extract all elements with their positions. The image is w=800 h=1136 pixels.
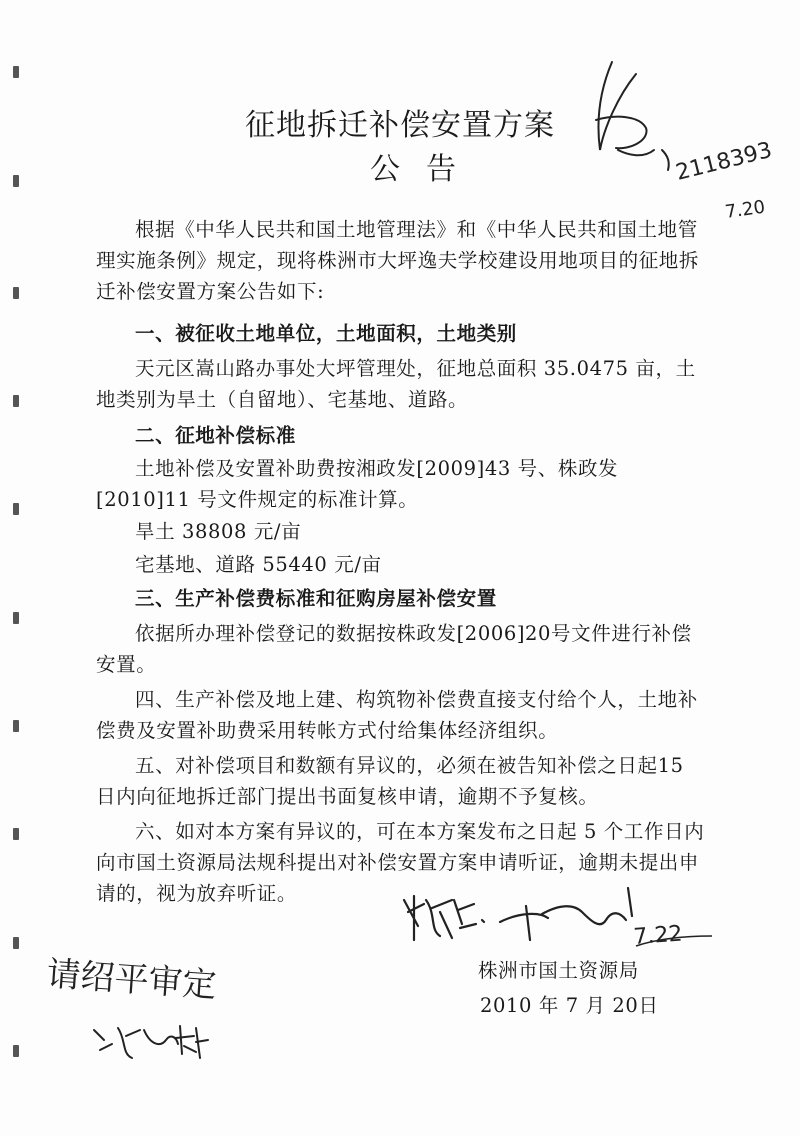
section-4: 四、生产补偿及地上建、构筑物补偿费直接支付给个人，土地补偿费及安置补助费采用转帐方式付给集体经济组织。 <box>96 688 698 742</box>
intro-paragraph: 根据《中华人民共和国土地管理法》和《中华人民共和国土地管理实施条例》规定，现将株洲市大坪逸夫学校建设用地项目的征地拆迁补偿安置方案公告如下: <box>96 218 700 303</box>
binding-mark <box>13 937 19 949</box>
underline-stroke <box>636 936 712 946</box>
binding-mark <box>13 66 19 78</box>
binding-mark <box>13 503 19 515</box>
binding-mark <box>13 287 19 299</box>
binding-mark <box>13 1045 19 1057</box>
document-subtitle: 公告 <box>370 152 482 187</box>
section-body-2: 土地补偿及安置补助费按湘政发[2009]43 号、株政发[2010]11 号文件规定的标准计算。 <box>96 457 619 511</box>
document-title: 征地拆迁补偿安置方案 <box>245 108 555 143</box>
handwritten-note: 请绍平审定 <box>45 954 218 1006</box>
section-6: 六、如对本方案有异议的，可在本方案发布之日起 5 个工作日内向市国土资源局法规科提出对补偿安置方案申请听证，逾期未提出申请的，视为放弃听证。 <box>96 820 705 905</box>
binding-mark <box>13 720 19 732</box>
binding-mark <box>13 612 19 624</box>
issuer-name: 株洲市国土资源局 <box>478 959 639 982</box>
rate-homestead: 宅基地、道路 55440 元/亩 <box>135 553 382 576</box>
issue-date: 2010 年 7 月 20日 <box>480 994 659 1017</box>
handwritten-date-top: 7.20 <box>723 196 767 223</box>
binding-mark <box>13 828 19 840</box>
section-5: 五、对补偿项目和数额有异议的，必须在被告知补偿之日起15 日内向征地拆迁部门提出书面复核申请，逾期不予复核。 <box>96 754 684 808</box>
section-heading-1: 一、被征收土地单位，土地面积，土地类别 <box>135 322 517 345</box>
binding-mark <box>13 395 19 407</box>
section-heading-2: 二、征地补偿标准 <box>135 424 296 447</box>
section-heading-3: 三、生产补偿费标准和征购房屋补偿安置 <box>135 587 497 610</box>
handwritten-date-sign: 7.22 <box>632 921 684 950</box>
section-body-1: 天元区嵩山路办事处大坪管理处，征地总面积 35.0475 亩，土地类别为旱土（自留地）、宅基地、道路。 <box>96 357 696 411</box>
handwritten-initials-bottom <box>94 1026 208 1058</box>
handwritten-number: 2118393 <box>673 137 775 186</box>
section-body-3: 依据所办理补偿登记的数据按株政发[2006]20号文件进行补偿安置。 <box>96 622 692 676</box>
rate-dryland: 旱土 38808 元/亩 <box>135 520 302 543</box>
